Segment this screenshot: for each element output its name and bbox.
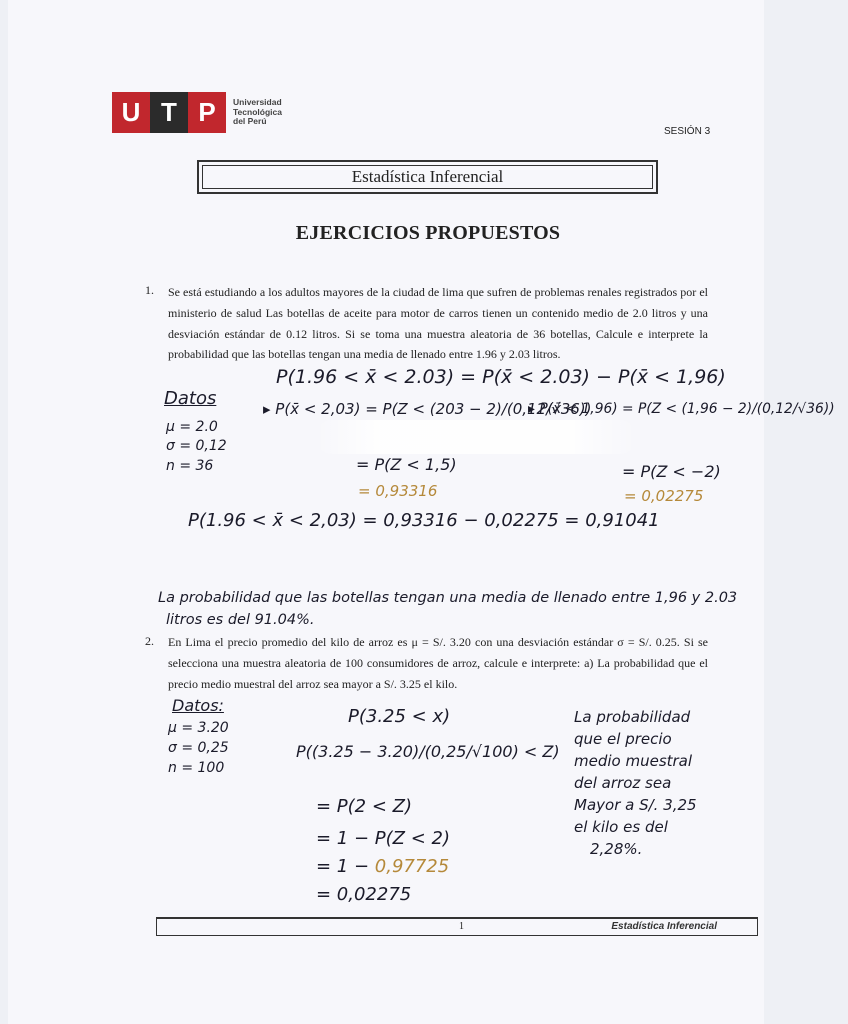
ex2-step3: = 1 − P(Z < 2) [316, 828, 450, 849]
logo-text-line: Universidad [233, 97, 282, 108]
ex2-step4-prefix: = 1 − [316, 856, 375, 877]
eraser-smudge [316, 420, 636, 454]
ex1-datos-label: Datos [164, 388, 217, 409]
ex2-conclusion-line: del arroz sea [574, 774, 672, 792]
ex1-right-step1: ▸ P(x̄ < 1,96) = P(Z < (1,96 − 2)/(0,12/√36)) [528, 400, 835, 417]
ex1-conclusion-line1: La probabilidad que las botellas tengan una media de llenado entre 1,96 y 2.03 [158, 590, 738, 606]
ex2-step4 [316, 856, 449, 877]
exercise-2-number: 2. [145, 634, 154, 648]
ex2-step1: P((3.25 − 3.20)/(0,25/√100) < Z) [296, 742, 560, 761]
ex2-step5: = 0,02275 [316, 884, 412, 905]
exercise-1-text: Se está estudiando a los adultos mayores de la ciudad de lima que sufren de problemas renales registrados por el ministerio de salud Las botellas de aceite para motor de carros tienen un contenido medio de 2.0 litros y una desviación estándar de 0.12 litros. Si se toma una muestra aleatoria de 36 botellas, Calcule e interprete la probabilidad que las botellas tengan una media de llenado entre 1.96 y 2.03 litros. [168, 285, 708, 362]
logo-text-line: del Perú [233, 116, 267, 127]
ex2-conclusion-line: 2,28%. [590, 840, 643, 858]
course-title-box [197, 160, 658, 194]
ex1-conclusion-line2: litros es del 91.04%. [166, 612, 315, 628]
logo-text-line: Tecnológica [233, 106, 282, 117]
ex1-n: n = 36 [166, 458, 214, 474]
ex1-left-step1: ▸ P(x̄ < 2,03) = P(Z < (203 − 2)/(0,12/√36)) [263, 400, 592, 418]
course-title: Estadística Inferencial [202, 165, 653, 189]
ex1-right-step3: = 0,02275 [624, 487, 704, 505]
ex2-step4-value: 0,97725 [374, 856, 450, 877]
footer-title: Estadística Inferencial [611, 921, 717, 932]
ex1-left-step2: = P(Z < 1,5) [356, 455, 457, 474]
page-number: 1 [459, 921, 464, 932]
ex2-conclusion-line: Mayor a S/. 3,25 [574, 796, 697, 814]
ex2-mu: μ = 3.20 [168, 720, 229, 736]
logo-letter-u: U [112, 92, 150, 133]
utp-logo [112, 92, 282, 133]
logo-letter-t: T [150, 92, 188, 133]
ex2-conclusion-line: La probabilidad [574, 708, 691, 726]
ex2-step0: P(3.25 < x) [348, 706, 451, 727]
session-label: SESIÓN 3 [664, 126, 711, 137]
exercise-2-text: En Lima el precio promedio del kilo de arroz es μ = S/. 3.20 con una desviación estándar σ = S/. 0.25. Si se selecciona una muestra aleatoria de 100 consumidores de arroz, calcule e interprete: a) La probabilidad que el precio medio muestral del arroz sea mayor a S/. 3.25 el kilo. [168, 635, 708, 691]
ex2-step2: = P(2 < Z) [316, 796, 413, 817]
ex1-result: P(1.96 < x̄ < 2,03) = 0,93316 − 0,02275 = 0,91041 [188, 510, 660, 531]
exercise-1-number: 1. [145, 283, 154, 297]
ex2-conclusion [574, 706, 697, 860]
ex1-main-equation: P(1.96 < x̄ < 2.03) = P(x̄ < 2.03) − P(x̄ < 1,96) [276, 366, 726, 388]
logo-text [233, 98, 282, 127]
document-page [8, 0, 835, 1024]
ex2-datos-label: Datos: [172, 696, 224, 715]
ex1-right-step2: = P(Z < −2) [622, 462, 721, 481]
ex2-conclusion-line: el kilo es del [574, 818, 668, 836]
page-footer [156, 917, 758, 936]
ex1-sigma: σ = 0,12 [166, 438, 227, 454]
page-heading: EJERCICIOS PROPUESTOS [295, 222, 561, 244]
ex2-conclusion-line: medio muestral [574, 752, 693, 770]
ex1-left-step3: = 0,93316 [358, 482, 438, 500]
ex1-mu: μ = 2.0 [166, 419, 218, 435]
ex2-sigma: σ = 0,25 [168, 740, 229, 756]
ex2-conclusion-line: que el precio [574, 730, 672, 748]
ex2-n: n = 100 [168, 760, 225, 776]
logo-letter-p: P [188, 92, 226, 133]
